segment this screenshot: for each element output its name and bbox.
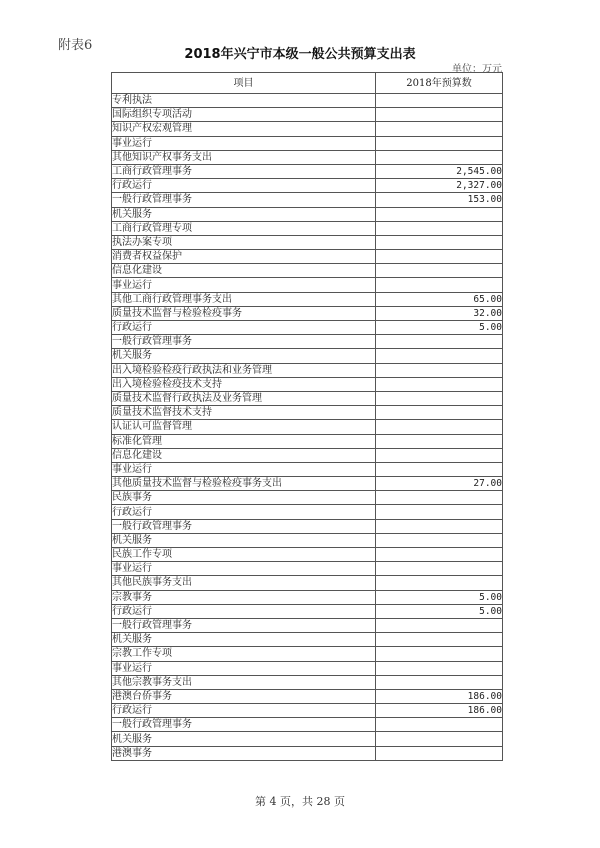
table-row — [112, 548, 503, 562]
row-item-label: 质量技术监督行政执法及业务管理 — [112, 391, 376, 405]
row-item-label: 工商行政管理事务 — [112, 164, 376, 178]
table-row — [112, 136, 503, 150]
table-row — [112, 462, 503, 476]
row-budget-value — [376, 363, 503, 377]
row-item-label: 认证认可监督管理 — [112, 420, 376, 434]
table-row — [112, 377, 503, 391]
row-budget-value — [376, 633, 503, 647]
row-budget-value — [376, 207, 503, 221]
table-row — [112, 618, 503, 632]
table-row — [112, 108, 503, 122]
table-row — [112, 505, 503, 519]
row-item-label: 工商行政管理专项 — [112, 221, 376, 235]
row-item-label: 宗教事务 — [112, 590, 376, 604]
row-item-label: 质量技术监督技术支持 — [112, 406, 376, 420]
row-item-label: 行政运行 — [112, 179, 376, 193]
table-row — [112, 179, 503, 193]
table-row — [112, 94, 503, 108]
table-row — [112, 321, 503, 335]
table-row — [112, 477, 503, 491]
table-row — [112, 150, 503, 164]
column-header-budget: 2018年预算数 — [376, 73, 503, 94]
row-budget-value — [376, 108, 503, 122]
row-budget-value — [376, 491, 503, 505]
row-item-label: 一般行政管理事务 — [112, 618, 376, 632]
row-item-label: 民族事务 — [112, 491, 376, 505]
table-row — [112, 278, 503, 292]
row-item-label: 事业运行 — [112, 462, 376, 476]
row-item-label: 一般行政管理事务 — [112, 335, 376, 349]
row-budget-value — [376, 150, 503, 164]
table-row — [112, 391, 503, 405]
row-item-label: 标准化管理 — [112, 434, 376, 448]
row-item-label: 其他工商行政管理事务支出 — [112, 292, 376, 306]
row-budget-value: 153.00 — [376, 193, 503, 207]
row-budget-value — [376, 94, 503, 108]
row-item-label: 机关服务 — [112, 207, 376, 221]
table-row — [112, 250, 503, 264]
row-item-label: 信息化建设 — [112, 264, 376, 278]
table-row — [112, 689, 503, 703]
row-budget-value — [376, 235, 503, 249]
table-row — [112, 519, 503, 533]
table-row — [112, 718, 503, 732]
row-item-label: 行政运行 — [112, 704, 376, 718]
row-item-label: 事业运行 — [112, 278, 376, 292]
row-budget-value — [376, 250, 503, 264]
row-item-label: 机关服务 — [112, 349, 376, 363]
row-budget-value — [376, 562, 503, 576]
table-row — [112, 264, 503, 278]
row-item-label: 国际组织专项活动 — [112, 108, 376, 122]
row-budget-value — [376, 732, 503, 746]
table-row — [112, 207, 503, 221]
table-row — [112, 349, 503, 363]
row-budget-value — [376, 264, 503, 278]
table-row — [112, 491, 503, 505]
row-budget-value: 5.00 — [376, 604, 503, 618]
row-item-label: 出入境检验检疫行政执法和业务管理 — [112, 363, 376, 377]
row-budget-value — [376, 434, 503, 448]
row-item-label: 事业运行 — [112, 661, 376, 675]
table-row — [112, 746, 503, 760]
row-budget-value — [376, 221, 503, 235]
row-budget-value — [376, 349, 503, 363]
table-row — [112, 661, 503, 675]
row-item-label: 一般行政管理事务 — [112, 193, 376, 207]
row-budget-value — [376, 391, 503, 405]
row-item-label: 一般行政管理事务 — [112, 718, 376, 732]
table-row — [112, 306, 503, 320]
table-row — [112, 647, 503, 661]
row-item-label: 行政运行 — [112, 321, 376, 335]
table-row — [112, 164, 503, 178]
row-item-label: 信息化建设 — [112, 448, 376, 462]
unit-label: 单位：万元 — [452, 64, 502, 75]
column-header-item: 项目 — [112, 73, 376, 94]
row-item-label: 出入境检验检疫技术支持 — [112, 377, 376, 391]
row-budget-value — [376, 406, 503, 420]
table-row — [112, 562, 503, 576]
row-budget-value — [376, 420, 503, 434]
row-item-label: 质量技术监督与检验检疫事务 — [112, 306, 376, 320]
row-item-label: 行政运行 — [112, 505, 376, 519]
row-budget-value — [376, 533, 503, 547]
row-item-label: 宗教工作专项 — [112, 647, 376, 661]
row-item-label: 专利执法 — [112, 94, 376, 108]
row-budget-value: 186.00 — [376, 689, 503, 703]
row-budget-value: 32.00 — [376, 306, 503, 320]
row-budget-value — [376, 718, 503, 732]
row-item-label: 其他质量技术监督与检验检疫事务支出 — [112, 477, 376, 491]
table-row — [112, 235, 503, 249]
row-budget-value — [376, 448, 503, 462]
row-budget-value — [376, 278, 503, 292]
table-row — [112, 292, 503, 306]
table-row — [112, 590, 503, 604]
table-row — [112, 221, 503, 235]
row-budget-value: 65.00 — [376, 292, 503, 306]
row-budget-value — [376, 675, 503, 689]
row-budget-value — [376, 462, 503, 476]
table-row — [112, 448, 503, 462]
appendix-label: 附表6 — [58, 38, 93, 53]
row-budget-value: 2,545.00 — [376, 164, 503, 178]
row-item-label: 一般行政管理事务 — [112, 519, 376, 533]
table-row — [112, 533, 503, 547]
row-budget-value — [376, 122, 503, 136]
row-item-label: 港澳台侨事务 — [112, 689, 376, 703]
row-budget-value — [376, 136, 503, 150]
row-item-label: 执法办案专项 — [112, 235, 376, 249]
row-item-label: 事业运行 — [112, 136, 376, 150]
table-row — [112, 193, 503, 207]
row-item-label: 机关服务 — [112, 533, 376, 547]
row-item-label: 其他知识产权事务支出 — [112, 150, 376, 164]
row-budget-value — [376, 647, 503, 661]
row-budget-value: 27.00 — [376, 477, 503, 491]
row-budget-value: 5.00 — [376, 590, 503, 604]
row-item-label: 其他宗教事务支出 — [112, 675, 376, 689]
table-row — [112, 420, 503, 434]
row-item-label: 知识产权宏观管理 — [112, 122, 376, 136]
table-row — [112, 604, 503, 618]
budget-table — [111, 72, 503, 761]
row-budget-value — [376, 661, 503, 675]
table-row — [112, 363, 503, 377]
row-item-label: 港澳事务 — [112, 746, 376, 760]
row-item-label: 机关服务 — [112, 633, 376, 647]
row-budget-value — [376, 618, 503, 632]
row-item-label: 消费者权益保护 — [112, 250, 376, 264]
row-budget-value — [376, 576, 503, 590]
row-budget-value — [376, 519, 503, 533]
table-row — [112, 335, 503, 349]
row-budget-value — [376, 505, 503, 519]
table-row — [112, 122, 503, 136]
table-row — [112, 633, 503, 647]
row-budget-value — [376, 548, 503, 562]
table-row — [112, 434, 503, 448]
row-budget-value: 186.00 — [376, 704, 503, 718]
row-budget-value — [376, 335, 503, 349]
row-budget-value: 5.00 — [376, 321, 503, 335]
table-row — [112, 675, 503, 689]
page-title: 2018年兴宁市本级一般公共预算支出表 — [184, 47, 416, 62]
row-item-label: 其他民族事务支出 — [112, 576, 376, 590]
row-budget-value — [376, 377, 503, 391]
table-body — [112, 94, 503, 761]
row-item-label: 机关服务 — [112, 732, 376, 746]
row-item-label: 民族工作专项 — [112, 548, 376, 562]
table-row — [112, 732, 503, 746]
table-row — [112, 406, 503, 420]
table-row — [112, 704, 503, 718]
row-budget-value: 2,327.00 — [376, 179, 503, 193]
row-budget-value — [376, 746, 503, 760]
row-item-label: 事业运行 — [112, 562, 376, 576]
table-header-row — [112, 73, 503, 94]
page-footer: 第 4 页，共 28 页 — [255, 795, 345, 808]
table-row — [112, 576, 503, 590]
row-item-label: 行政运行 — [112, 604, 376, 618]
